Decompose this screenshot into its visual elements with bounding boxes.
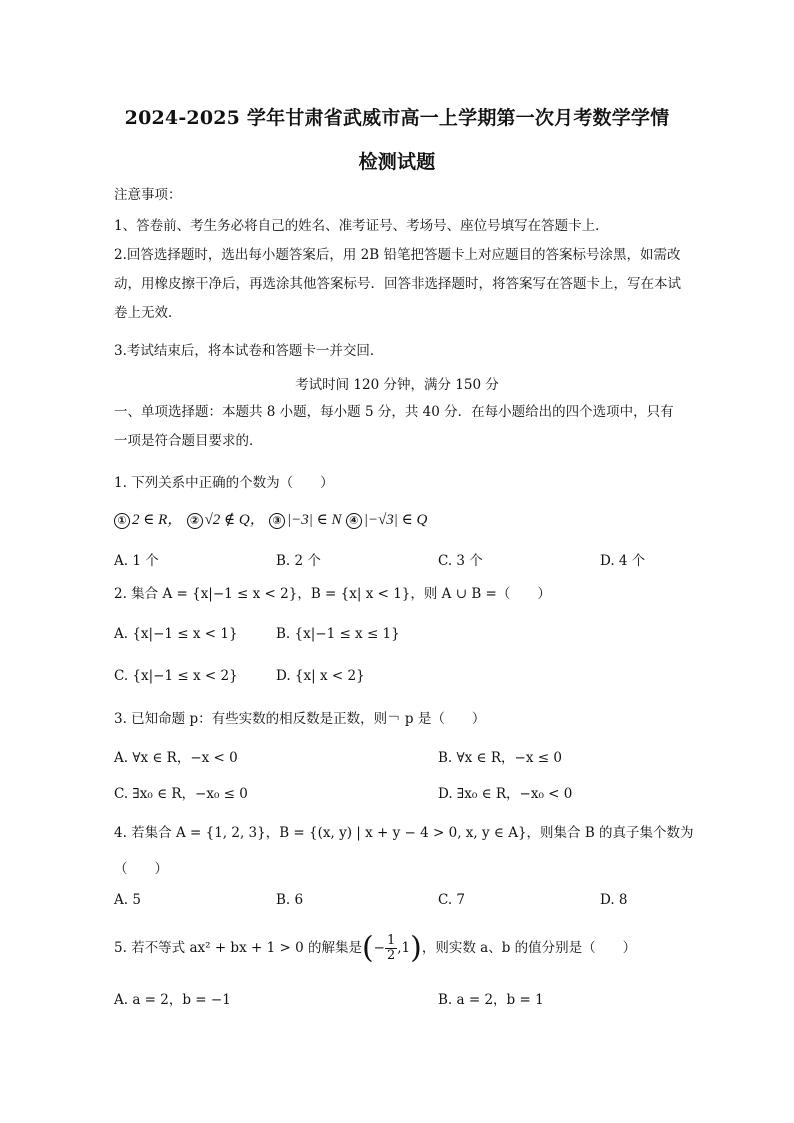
question-1-item-1: 2 ∈ R， bbox=[132, 512, 183, 528]
question-5-option-b: B. a = 2，b = 1 bbox=[438, 992, 544, 1008]
question-1-item-2: √2 ∉ Q， bbox=[204, 512, 265, 528]
question-1-item-3: |−3| ∈ N bbox=[287, 512, 342, 528]
document-title-line2: 检测试题 bbox=[358, 151, 436, 173]
fraction-denominator: 2 bbox=[386, 948, 396, 963]
question-2-option-d: D. {x| x < 2} bbox=[276, 668, 365, 684]
interval-close-paren: ) bbox=[410, 930, 422, 966]
notice-heading: 注意事项： bbox=[114, 187, 182, 203]
notice-item-1: 1、答卷前、考生务必将自己的姓名、准考证号、考场号、座位号填写在答题卡上． bbox=[114, 218, 609, 234]
question-3-option-b: B. ∀x ∈ R，−x ≤ 0 bbox=[438, 750, 562, 766]
question-2-option-a: A. {x|−1 ≤ x < 1} bbox=[114, 626, 238, 642]
question-1-option-a: A. 1 个 bbox=[114, 553, 159, 569]
question-1-items bbox=[114, 511, 427, 529]
question-1-option-c: C. 3 个 bbox=[438, 553, 483, 569]
question-4-option-b: B. 6 bbox=[276, 892, 304, 908]
question-3-option-d: D. ∃x₀ ∈ R，−x₀ < 0 bbox=[438, 786, 573, 802]
exam-info: 考试时间 120 分钟，满分 150 分 bbox=[295, 377, 499, 393]
item-marker-1: ① bbox=[114, 513, 130, 529]
question-1-option-b: B. 2 个 bbox=[276, 553, 321, 569]
question-3-option-a: A. ∀x ∈ R，−x < 0 bbox=[114, 750, 238, 766]
document-title-line1: 2024-2025 学年甘肃省武威市高一上学期第一次月考数学学情 bbox=[124, 107, 670, 129]
question-2-option-b: B. {x|−1 ≤ x ≤ 1} bbox=[276, 626, 400, 642]
section-1-heading: 一、单项选择题：本题共 8 小题，每小题 5 分，共 40 分．在每小题给出的四个选项中，只有一项是符合题目要求的． bbox=[114, 404, 674, 449]
question-1-stem: 1. 下列关系中正确的个数为（ ） bbox=[114, 475, 334, 491]
question-4-option-a: A. 5 bbox=[114, 892, 141, 908]
question-5-stem-end: ，则实数 a、b 的值分别是（ ） bbox=[421, 940, 637, 956]
interval-minus-sign: − bbox=[373, 940, 385, 956]
question-5-option-a: A. a = 2，b = −1 bbox=[114, 992, 231, 1008]
question-2-option-c: C. {x|−1 ≤ x < 2} bbox=[114, 668, 238, 684]
interval-upper: ,1 bbox=[397, 940, 411, 956]
item-marker-3: ③ bbox=[269, 513, 285, 529]
question-5-stem bbox=[114, 930, 636, 967]
question-4-option-d: D. 8 bbox=[600, 892, 628, 908]
question-4-answer-paren: （ ） bbox=[114, 861, 168, 877]
question-5-stem-start: 5. 若不等式 ax² + bx + 1 > 0 的解集是 bbox=[114, 940, 362, 956]
notice-item-3: 3.考试结束后，将本试卷和答题卡一并交回． bbox=[114, 343, 384, 359]
item-marker-2: ② bbox=[187, 513, 203, 529]
question-4-stem: 4. 若集合 A = {1, 2, 3}，B = {(x, y) | x + y − 4 > 0, x, y ∈ A}，则集合 B 的真子集个数为 bbox=[114, 825, 694, 841]
fraction bbox=[385, 934, 397, 963]
question-1-option-d: D. 4 个 bbox=[600, 553, 646, 569]
question-3-option-c: C. ∃x₀ ∈ R，−x₀ ≤ 0 bbox=[114, 786, 248, 802]
interval-open-paren: ( bbox=[361, 930, 374, 966]
question-3-stem: 3. 已知命题 p：有些实数的相反数是正数，则￢ p 是（ ） bbox=[114, 711, 486, 727]
fraction-numerator: 1 bbox=[386, 933, 396, 948]
item-marker-4: ④ bbox=[346, 513, 362, 529]
notice-item-2: 2.回答选择题时，选出每小题答案后，用 2B 铅笔把答题卡上对应题目的答案标号涂黑，如需改动，用橡皮擦干净后，再选涂其他答案标号．回答非选择题时，将答案写在答题卡上，写在本试卷上无效． bbox=[114, 247, 681, 321]
question-2-stem: 2. 集合 A = {x|−1 ≤ x < 2}，B = {x| x < 1}，则 A ∪ B =（ ） bbox=[114, 586, 551, 602]
question-1-item-4: |−√3| ∈ Q bbox=[363, 512, 428, 528]
question-4-option-c: C. 7 bbox=[438, 892, 466, 908]
